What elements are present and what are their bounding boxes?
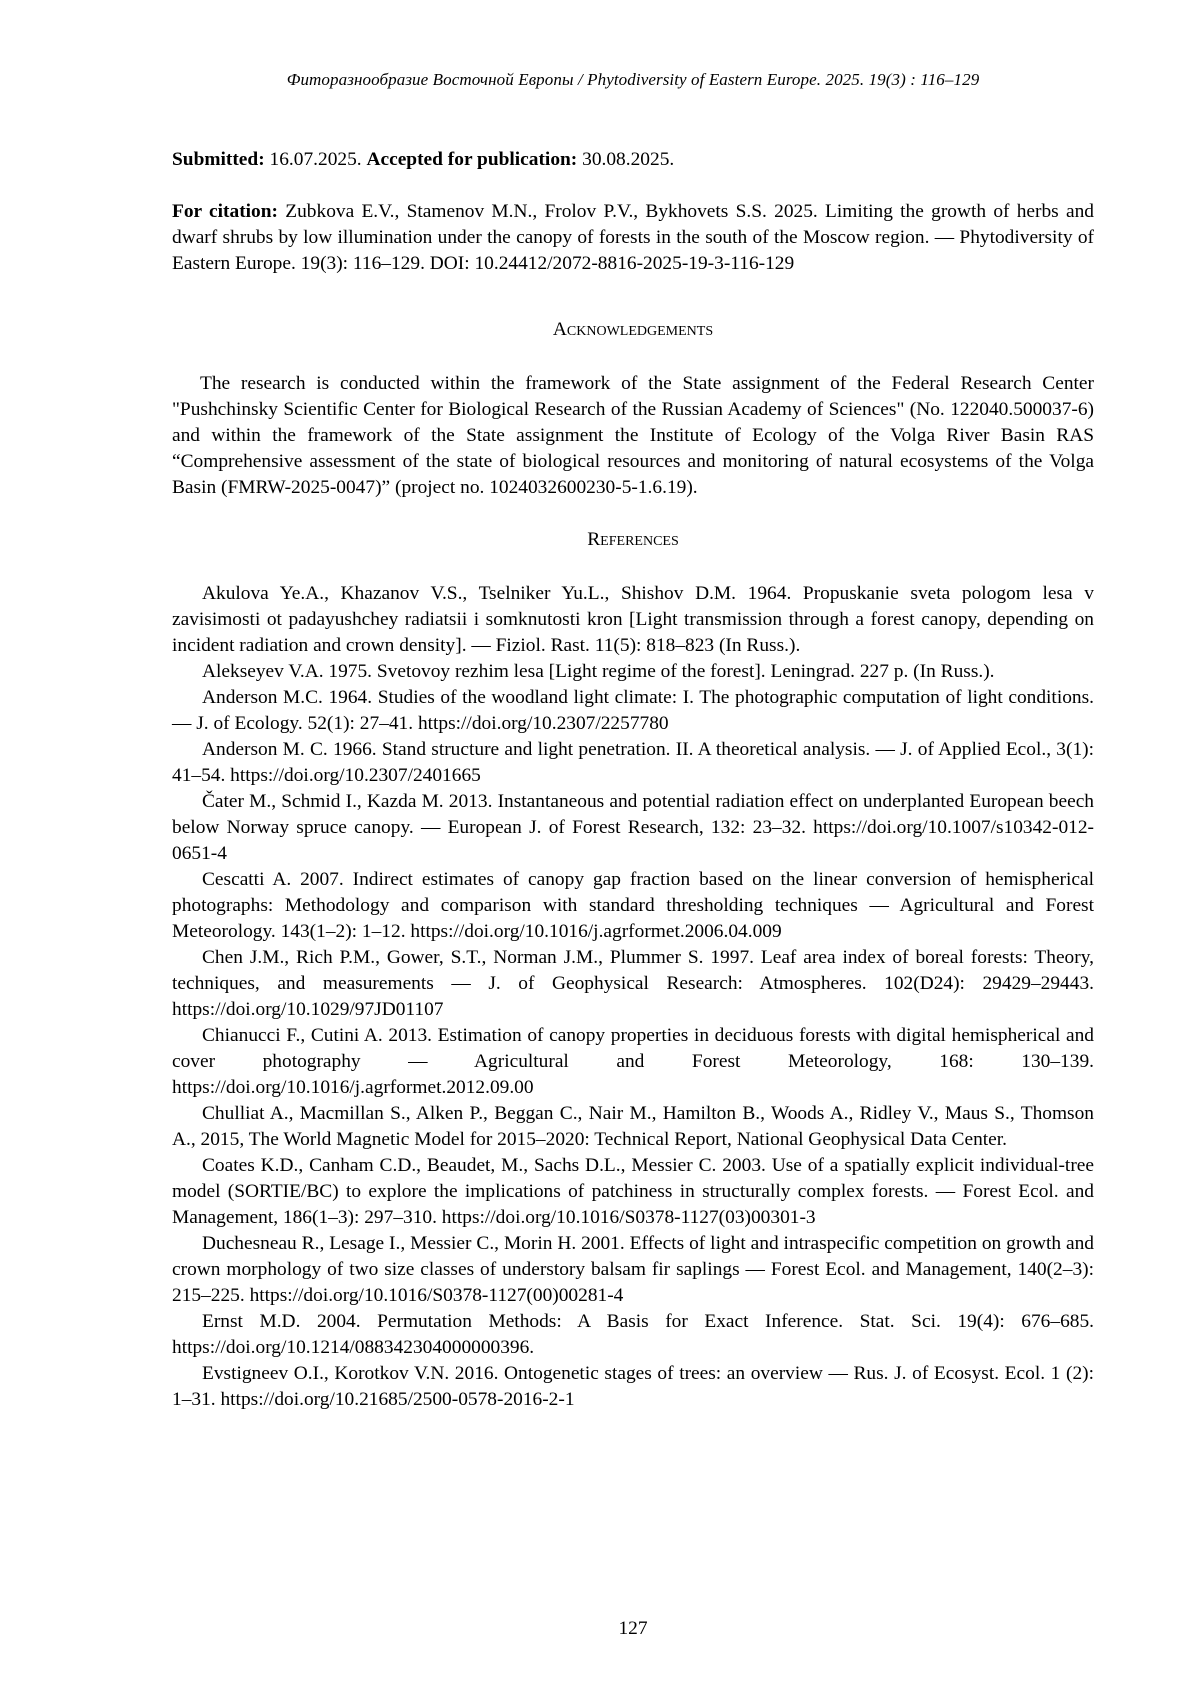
- reference-item: Cescatti A. 2007. Indirect estimates of canopy gap fraction based on the linear conversion of hemispherical photographs: Methodology and comparison with standard thresholding techniques — Agricultural and Forest Meteorology. 143(1–2): 1–12. https://doi.org/10.1016/j.agrformet.2006.04.009: [172, 867, 1094, 945]
- reference-item: Chulliat A., Macmillan S., Alken P., Beggan C., Nair M., Hamilton B., Woods A., Ridley V., Maus S., Thomson A., 2015, The World Magnetic Model for 2015–2020: Technical Report, National Geophysical Data Center.: [172, 1101, 1094, 1153]
- reference-item: Akulova Ye.A., Khazanov V.S., Tselniker Yu.L., Shishov D.M. 1964. Propuskanie sveta pologom lesa v zavisimosti ot padayushchey radiatsii i somknutosti kron [Light transmission through a forest canopy, depending on incident radiation and crown density]. — Fiziol. Rast. 11(5): 818–823 (In Russ.).: [172, 581, 1094, 659]
- running-head: Фиторазнообразие Восточной Европы / Phytodiversity of Eastern Europe. 2025. 19(3) : 116–129: [172, 70, 1094, 90]
- reference-item: Duchesneau R., Lesage I., Messier C., Morin H. 2001. Effects of light and intraspecific competition on growth and crown morphology of two size classes of understory balsam fir saplings — Forest Ecol. and Management, 140(2–3): 215–225. https://doi.org/10.1016/S0378-1127(00)00281-4: [172, 1231, 1094, 1309]
- references-heading: References: [172, 527, 1094, 553]
- reference-item: Chen J.M., Rich P.M., Gower, S.T., Norman J.M., Plummer S. 1997. Leaf area index of boreal forests: Theory, techniques, and measurements — J. of Geophysical Research: Atmospheres. 102(D24): 29429–29443. https://doi.org/10.1029/97JD01107: [172, 945, 1094, 1023]
- reference-item: Anderson M. C. 1966. Stand structure and light penetration. II. A theoretical analysis. — J. of Applied Ecol., 3(1): 41–54. https://doi.org/10.2307/2401665: [172, 737, 1094, 789]
- citation-text: Zubkova E.V., Stamenov M.N., Frolov P.V., Bykhovets S.S. 2025. Limiting the growth of herbs and dwarf shrubs by low illumination under the canopy of forests in the south of the Moscow region. — Phytodiversity of Eastern Europe. 19(3): 116–129. DOI: 10.24412/2072-8816-2025-19-3-116-129: [172, 201, 1094, 274]
- accepted-date: 30.08.2025.: [582, 149, 674, 170]
- submitted-date: 16.07.2025.: [270, 149, 362, 170]
- acknowledgements-heading: Acknowledgements: [172, 317, 1094, 343]
- page-content: [172, 147, 1094, 1413]
- acknowledgements-body: The research is conducted within the framework of the State assignment of the Federal Research Center "Pushchinsky Scientific Center for Biological Research of the Russian Academy of Sciences" (No. 122040.500037-6) and within the framework of the State assignment the Institute of Ecology of the Volga River Basin RAS “Comprehensive assessment of the state of biological resources and monitoring of natural ecosystems of the Volga Basin (FMRW-2025-0047)” (project no. 1024032600230-5-1.6.19).: [172, 371, 1094, 501]
- submitted-label: Submitted:: [172, 149, 265, 170]
- page-number: 127: [0, 1618, 1200, 1640]
- reference-item: Evstigneev O.I., Korotkov V.N. 2016. Ontogenetic stages of trees: an overview — Rus. J. of Ecosyst. Ecol. 1 (2): 1–31. https://doi.org/10.21685/2500-0578-2016-2-1: [172, 1361, 1094, 1413]
- reference-item: Chianucci F., Cutini A. 2013. Estimation of canopy properties in deciduous forests with digital hemispherical and cover photography — Agricultural and Forest Meteorology, 168: 130–139. https://doi.org/10.1016/j.agrformet.2012.09.00: [172, 1023, 1094, 1101]
- accepted-label: Accepted for publication:: [366, 149, 577, 170]
- reference-item: Coates K.D., Canham C.D., Beaudet, M., Sachs D.L., Messier C. 2003. Use of a spatially explicit individual-tree model (SORTIE/BC) to explore the implications of patchiness in structurally complex forests. — Forest Ecol. and Management, 186(1–3): 297–310. https://doi.org/10.1016/S0378-1127(03)00301-3: [172, 1153, 1094, 1231]
- reference-list: [172, 581, 1094, 1413]
- citation-block: [172, 199, 1094, 277]
- reference-item: Čater M., Schmid I., Kazda M. 2013. Instantaneous and potential radiation effect on underplanted European beech below Norway spruce canopy. — European J. of Forest Research, 132: 23–32. https://doi.org/10.1007/s10342-012-0651-4: [172, 789, 1094, 867]
- submission-dates: [172, 147, 1094, 173]
- reference-item: Anderson M.C. 1964. Studies of the woodland light climate: I. The photographic computation of light conditions. — J. of Ecology. 52(1): 27–41. https://doi.org/10.2307/2257780: [172, 685, 1094, 737]
- citation-label: For citation:: [172, 201, 278, 222]
- reference-item: Ernst M.D. 2004. Permutation Methods: A Basis for Exact Inference. Stat. Sci. 19(4): 676–685. https://doi.org/10.1214/088342304000000396.: [172, 1309, 1094, 1361]
- reference-item: Alekseyev V.A. 1975. Svetovoy rezhim lesa [Light regime of the forest]. Leningrad. 227 p. (In Russ.).: [172, 659, 1094, 685]
